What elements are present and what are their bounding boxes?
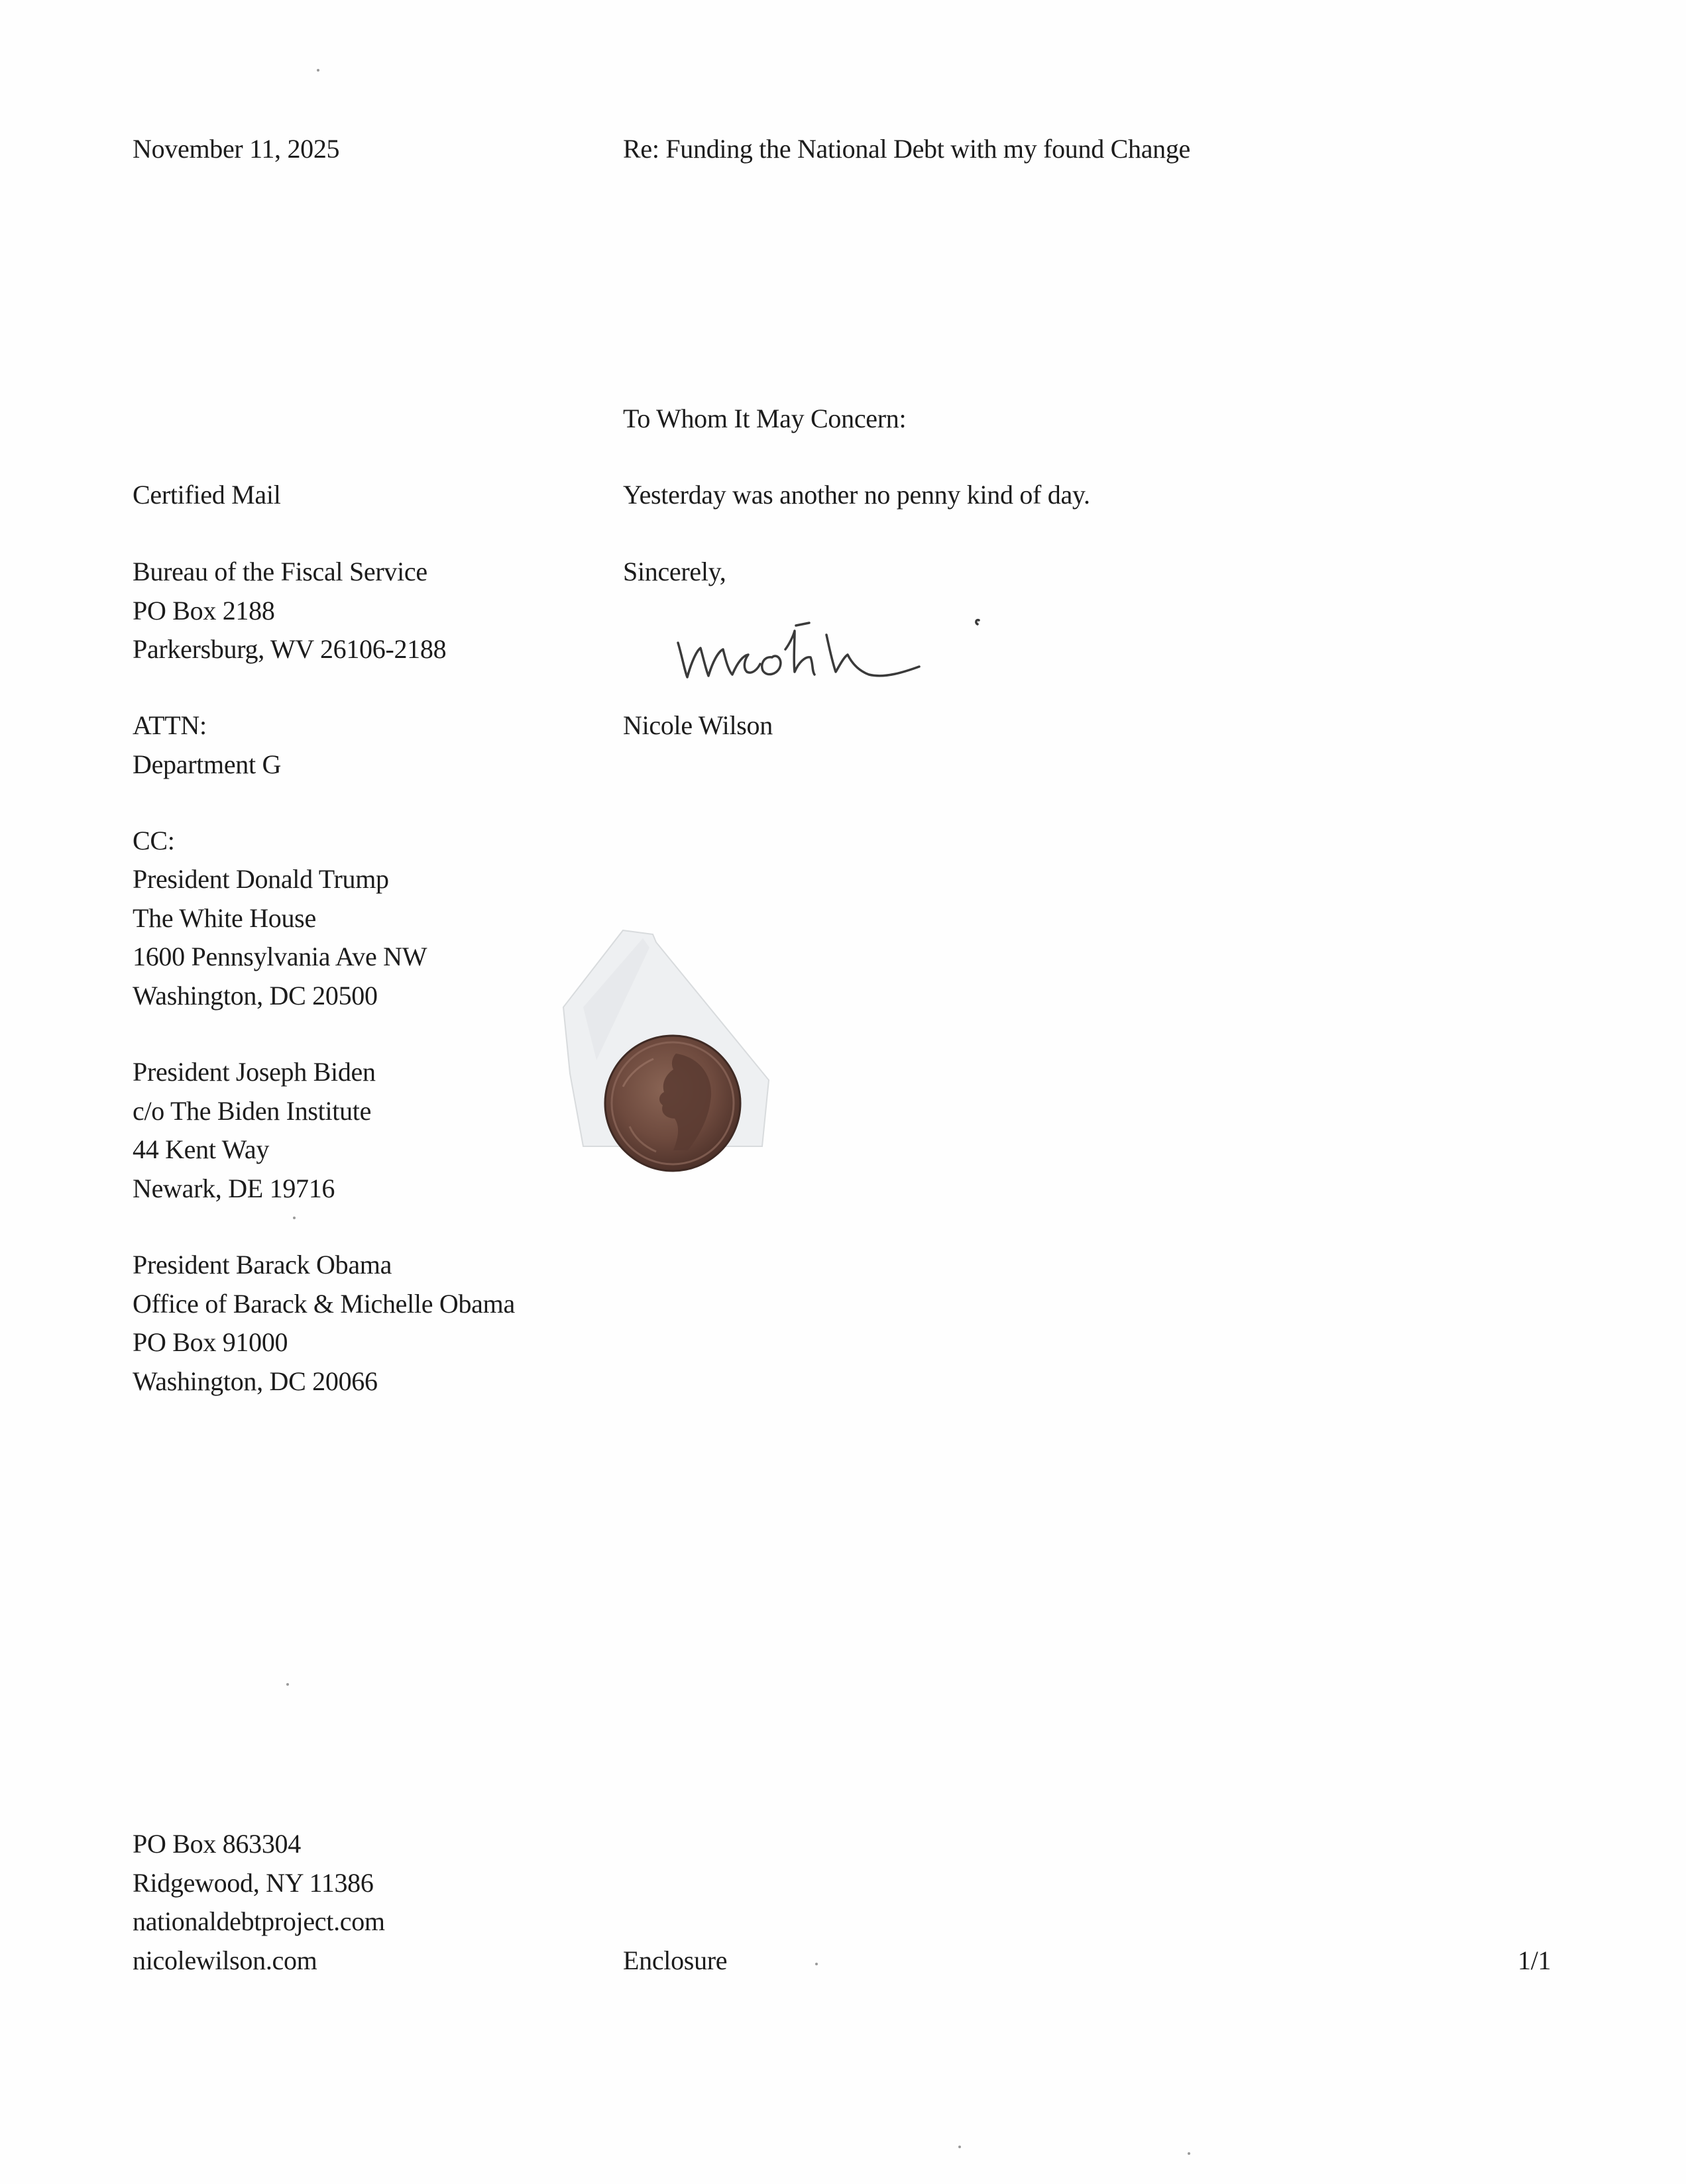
cc-label: CC:: [133, 826, 175, 855]
letter-date: November 11, 2025: [133, 134, 340, 164]
address-line: President Joseph Biden: [133, 1057, 376, 1087]
recipient-address: [133, 553, 446, 669]
address-line: 1600 Pennsylvania Ave NW: [133, 942, 427, 971]
cc-recipient-biden: [133, 1053, 376, 1208]
sender-po-box: PO Box 863304: [133, 1829, 301, 1859]
sender-city: Ridgewood, NY 11386: [133, 1867, 374, 1898]
address-line: Newark, DE 19716: [133, 1173, 335, 1203]
scan-speck: [317, 69, 319, 72]
cc-recipient-trump: [133, 860, 427, 1015]
mailing-method: Certified Mail: [133, 480, 281, 510]
scan-speck: [958, 2146, 961, 2148]
signer-name: Nicole Wilson: [623, 710, 773, 740]
address-line: PO Box 2188: [133, 595, 275, 626]
address-line: 44 Kent Way: [133, 1134, 270, 1164]
letter-subject: Re: Funding the National Debt with my found Change: [623, 134, 1190, 164]
attention-department: Department G: [133, 749, 282, 779]
signature-icon: [673, 616, 991, 696]
address-line: Washington, DC 20500: [133, 980, 378, 1010]
address-line: c/o The Biden Institute: [133, 1095, 372, 1126]
page-number: 1/1: [1518, 1945, 1551, 1975]
address-line: Washington, DC 20066: [133, 1366, 378, 1396]
attention-block: [133, 706, 281, 784]
closing: Sincerely,: [623, 557, 726, 586]
address-line: Parkersburg, WV 26106-2188: [133, 634, 447, 664]
address-line: The White House: [133, 902, 316, 933]
address-line: Office of Barack & Michelle Obama: [133, 1288, 515, 1319]
salutation: To Whom It May Concern:: [623, 404, 907, 433]
letter-body: Yesterday was another no penny kind of day.: [623, 480, 1090, 510]
sender-address: [133, 1825, 385, 1980]
sender-website: nationaldebtproject.com: [133, 1906, 385, 1936]
scan-speck: [293, 1217, 296, 1219]
attention-label: ATTN:: [133, 710, 207, 740]
scan-speck: [815, 1963, 818, 1965]
sender-website: nicolewilson.com: [133, 1945, 317, 1975]
taped-penny-icon: [543, 928, 782, 1206]
enclosure-label: Enclosure: [623, 1945, 728, 1975]
scan-speck: [286, 1683, 289, 1686]
address-line: President Barack Obama: [133, 1250, 392, 1280]
address-line: Bureau of the Fiscal Service: [133, 557, 427, 586]
address-line: PO Box 91000: [133, 1327, 288, 1357]
address-line: President Donald Trump: [133, 864, 389, 894]
scan-speck: [1188, 2152, 1190, 2155]
cc-recipient-obama: [133, 1246, 515, 1401]
